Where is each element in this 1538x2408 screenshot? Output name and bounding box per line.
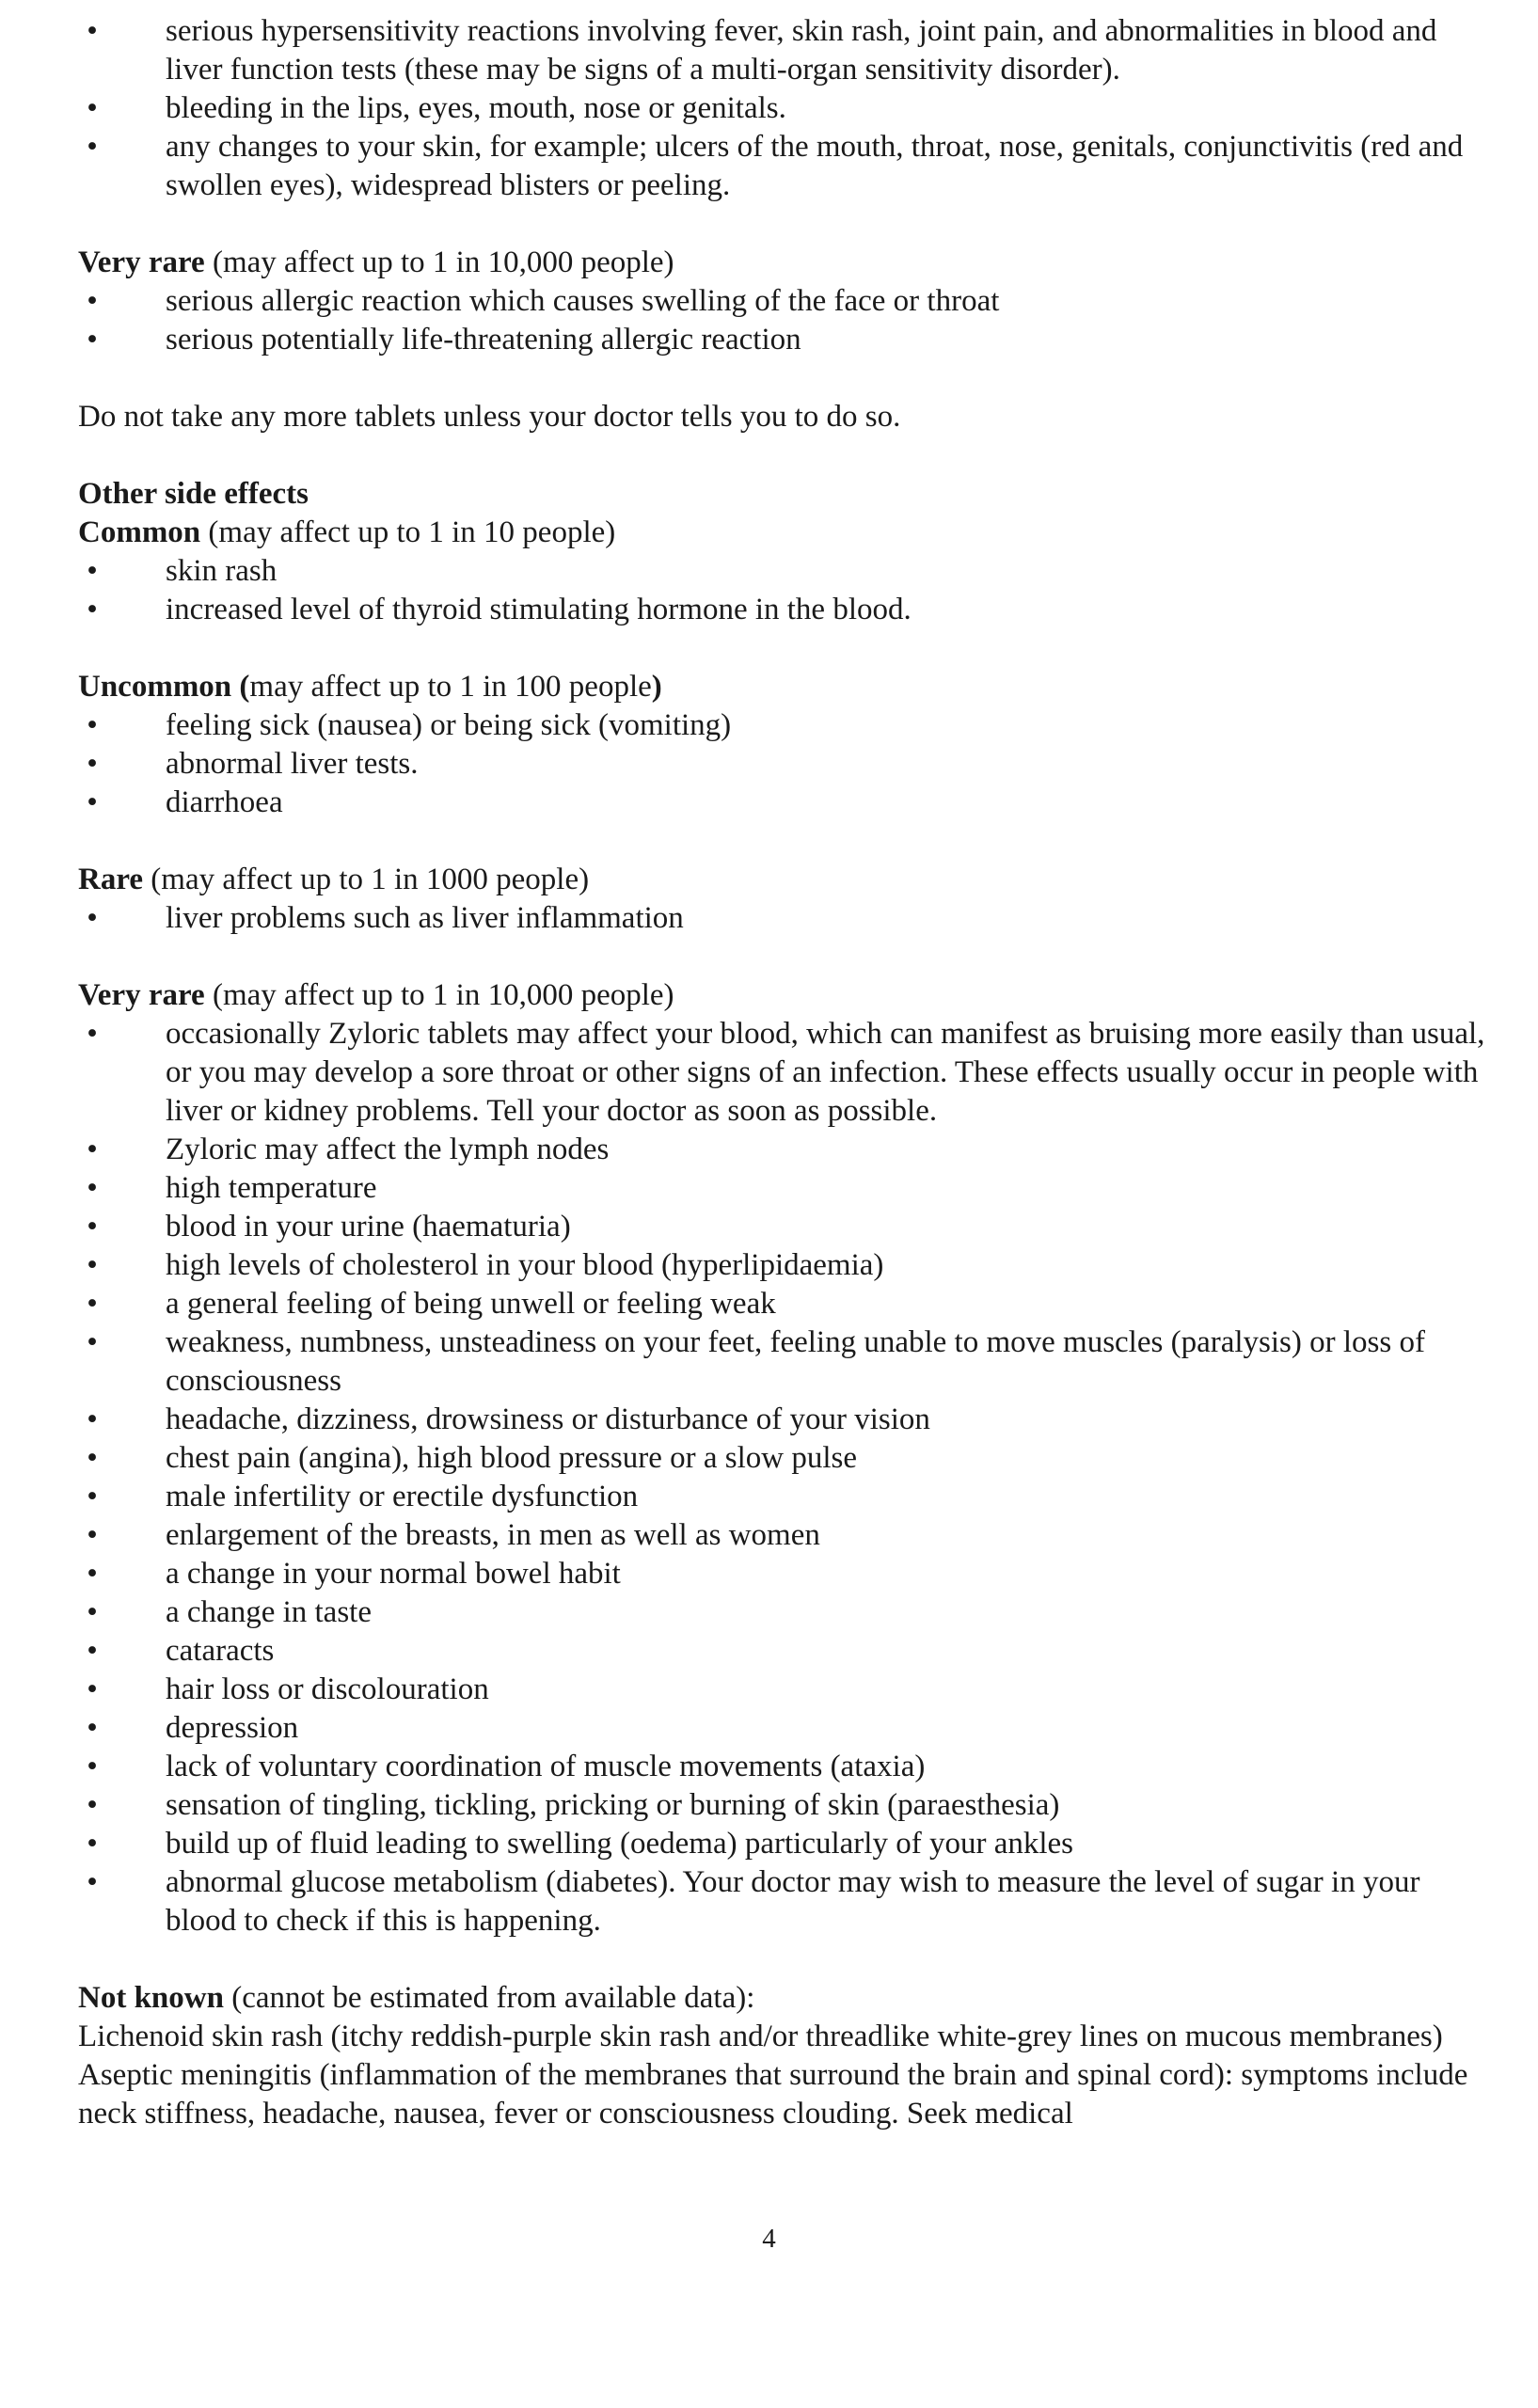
- list-item: [78, 1246, 1489, 1285]
- bullet-icon: •: [87, 1557, 98, 1591]
- list-item: [78, 1709, 1489, 1748]
- frequency-label: Uncommon (: [78, 670, 250, 704]
- list-item: [78, 1516, 1489, 1555]
- bullet-icon: •: [87, 554, 98, 588]
- bullet-icon: •: [87, 747, 98, 781]
- list-item-text: increased level of thyroid stimulating hormone in the blood.: [166, 593, 912, 626]
- document-page: [78, 12, 1489, 2133]
- bullet-icon: •: [87, 1210, 98, 1244]
- other-side-effects-title: [78, 475, 1489, 514]
- bullet-icon: •: [87, 1672, 98, 1706]
- list-item: [78, 1169, 1489, 1208]
- list-item-text: enlargement of the breasts, in men as well as women: [166, 1518, 820, 1552]
- bullet-icon: •: [87, 1750, 98, 1783]
- frequency-label: Very rare: [78, 246, 205, 279]
- list-item: [78, 552, 1489, 591]
- bullet-icon: •: [87, 1287, 98, 1321]
- list-item-text: serious allergic reaction which causes swelling of the face or throat: [166, 284, 1000, 318]
- list-item-text: sensation of tingling, tickling, pricking or burning of skin (paraesthesia): [166, 1788, 1060, 1822]
- bullet-icon: •: [87, 284, 98, 318]
- bullet-icon: •: [87, 91, 98, 125]
- bullet-icon: •: [87, 1017, 98, 1051]
- list-item-text: a change in taste: [166, 1595, 372, 1629]
- bullet-icon: •: [87, 1248, 98, 1282]
- list-item: [78, 1131, 1489, 1169]
- list-item: [78, 591, 1489, 629]
- bullet-icon: •: [87, 593, 98, 626]
- list-item: [78, 1208, 1489, 1246]
- bullet-icon: •: [87, 323, 98, 356]
- frequency-label: Very rare: [78, 978, 205, 1012]
- list-item: [78, 1323, 1489, 1401]
- list-item-text: serious hypersensitivity reactions involving fever, skin rash, joint pain, and abnormalities in blood and liver function tests (these may be signs of a multi-organ sensitivity disorder).: [166, 14, 1437, 87]
- bullet-icon: •: [87, 1518, 98, 1552]
- list-item-text: skin rash: [166, 554, 277, 588]
- list-item: [78, 1401, 1489, 1439]
- bullet-icon: •: [87, 1133, 98, 1166]
- section-title: Other side effects: [78, 477, 309, 511]
- list-item-text: serious potentially life-threatening allergic reaction: [166, 323, 801, 356]
- list-item-text: cataracts: [166, 1634, 275, 1668]
- list-item: [78, 784, 1489, 822]
- not-known-heading: [78, 1979, 1489, 2018]
- very-rare-list: [78, 1015, 1489, 1941]
- list-item: [78, 1478, 1489, 1516]
- bullet-icon: •: [87, 1865, 98, 1899]
- list-item: [78, 321, 1489, 359]
- rare-list: [78, 899, 1489, 938]
- bullet-icon: •: [87, 901, 98, 935]
- list-item: [78, 1825, 1489, 1863]
- not-known-paragraph: Lichenoid skin rash (itchy reddish-purple skin rash and/or threadlike white-grey lines on mucous membranes): [78, 2020, 1443, 2053]
- list-item-text: lack of voluntary coordination of muscle movements (ataxia): [166, 1750, 926, 1783]
- not-known-paragraph: Aseptic meningitis (inflammation of the membranes that surround the brain and spinal cord): symptoms include neck stiffness, headache, nausea, fever or consciousness clouding. Seek medical: [78, 2058, 1468, 2131]
- list-item-text: diarrhoea: [166, 785, 283, 819]
- bullet-icon: •: [87, 1711, 98, 1745]
- list-item-text: liver problems such as liver inflammation: [166, 901, 684, 935]
- list-item: [78, 1439, 1489, 1478]
- bullet-icon: •: [87, 1325, 98, 1359]
- list-item: [78, 12, 1489, 89]
- list-item-text: hair loss or discolouration: [166, 1672, 489, 1706]
- bullet-icon: •: [87, 1634, 98, 1668]
- list-item-text: feeling sick (nausea) or being sick (vomiting): [166, 708, 732, 742]
- bullet-icon: •: [87, 130, 98, 164]
- bullet-icon: •: [87, 1402, 98, 1436]
- list-item: [78, 1285, 1489, 1323]
- very-rare-serious-heading: [78, 244, 1489, 282]
- list-item-text: any changes to your skin, for example; ulcers of the mouth, throat, nose, genitals, conjunctivitis (red and swollen eyes), widespread blisters or peeling.: [166, 130, 1464, 202]
- common-list: [78, 552, 1489, 629]
- list-item: [78, 89, 1489, 128]
- bullet-icon: •: [87, 785, 98, 819]
- bullet-icon: •: [87, 1480, 98, 1513]
- frequency-label: Rare: [78, 863, 144, 896]
- list-item: [78, 1632, 1489, 1671]
- frequency-text: may affect up to 1 in 100 people: [249, 670, 652, 704]
- list-item-text: chest pain (angina), high blood pressure or a slow pulse: [166, 1441, 857, 1475]
- list-item-text: Zyloric may affect the lymph nodes: [166, 1133, 610, 1166]
- list-item-text: high levels of cholesterol in your blood (hyperlipidaemia): [166, 1248, 884, 1282]
- bullet-icon: •: [87, 1788, 98, 1822]
- frequency-close: ): [651, 670, 662, 704]
- frequency-text: (may affect up to 1 in 10,000 people): [204, 978, 674, 1012]
- list-item: [78, 745, 1489, 784]
- frequency-label: Common: [78, 515, 201, 549]
- very-rare-heading: [78, 976, 1489, 1015]
- list-item: [78, 1786, 1489, 1825]
- frequency-text: (cannot be estimated from available data):: [223, 1981, 755, 2015]
- list-item: [78, 899, 1489, 938]
- bullet-icon: •: [87, 1595, 98, 1629]
- rare-heading: [78, 861, 1489, 899]
- list-item: [78, 1748, 1489, 1786]
- common-heading: [78, 514, 1489, 552]
- list-item: [78, 706, 1489, 745]
- list-item-text: abnormal liver tests.: [166, 747, 419, 781]
- list-item-text: high temperature: [166, 1171, 377, 1205]
- list-item: [78, 282, 1489, 321]
- list-item-text: build up of fluid leading to swelling (oedema) particularly of your ankles: [166, 1827, 1073, 1861]
- frequency-text: (may affect up to 1 in 10 people): [200, 515, 616, 549]
- very-rare-serious-list: [78, 282, 1489, 359]
- list-item-text: abnormal glucose metabolism (diabetes). Your doctor may wish to measure the level of sugar in your blood to check if this is happening.: [166, 1865, 1420, 1938]
- bullet-icon: •: [87, 14, 98, 48]
- uncommon-heading: [78, 668, 1489, 706]
- serious-effects-list: [78, 12, 1489, 205]
- list-item-text: occasionally Zyloric tablets may affect your blood, which can manifest as bruising more easily than usual, or you may develop a sore throat or other signs of an infection. These effects usually occur in people with liver or kidney problems. Tell your doctor as soon as possible.: [166, 1017, 1485, 1128]
- list-item: [78, 1015, 1489, 1131]
- list-item-text: bleeding in the lips, eyes, mouth, nose or genitals.: [166, 91, 786, 125]
- list-item-text: a change in your normal bowel habit: [166, 1557, 621, 1591]
- list-item-text: a general feeling of being unwell or feeling weak: [166, 1287, 776, 1321]
- frequency-text: (may affect up to 1 in 1000 people): [143, 863, 590, 896]
- instruction-text: Do not take any more tablets unless your doctor tells you to do so.: [78, 400, 901, 434]
- frequency-label: Not known: [78, 1981, 224, 2015]
- bullet-icon: •: [87, 1171, 98, 1205]
- bullet-icon: •: [87, 708, 98, 742]
- list-item-text: headache, dizziness, drowsiness or disturbance of your vision: [166, 1402, 930, 1436]
- uncommon-list: [78, 706, 1489, 822]
- list-item: [78, 128, 1489, 205]
- bullet-icon: •: [87, 1827, 98, 1861]
- bullet-icon: •: [87, 1441, 98, 1475]
- frequency-text: (may affect up to 1 in 10,000 people): [204, 246, 674, 279]
- list-item-text: depression: [166, 1711, 299, 1745]
- page-number: 4: [762, 2224, 776, 2254]
- list-item-text: weakness, numbness, unsteadiness on your feet, feeling unable to move muscles (paralysis) or loss of consciousness: [166, 1325, 1425, 1398]
- list-item-text: blood in your urine (haematuria): [166, 1210, 571, 1244]
- list-item-text: male infertility or erectile dysfunction: [166, 1480, 639, 1513]
- list-item: [78, 1671, 1489, 1709]
- list-item: [78, 1555, 1489, 1593]
- list-item: [78, 1593, 1489, 1632]
- list-item: [78, 1863, 1489, 1941]
